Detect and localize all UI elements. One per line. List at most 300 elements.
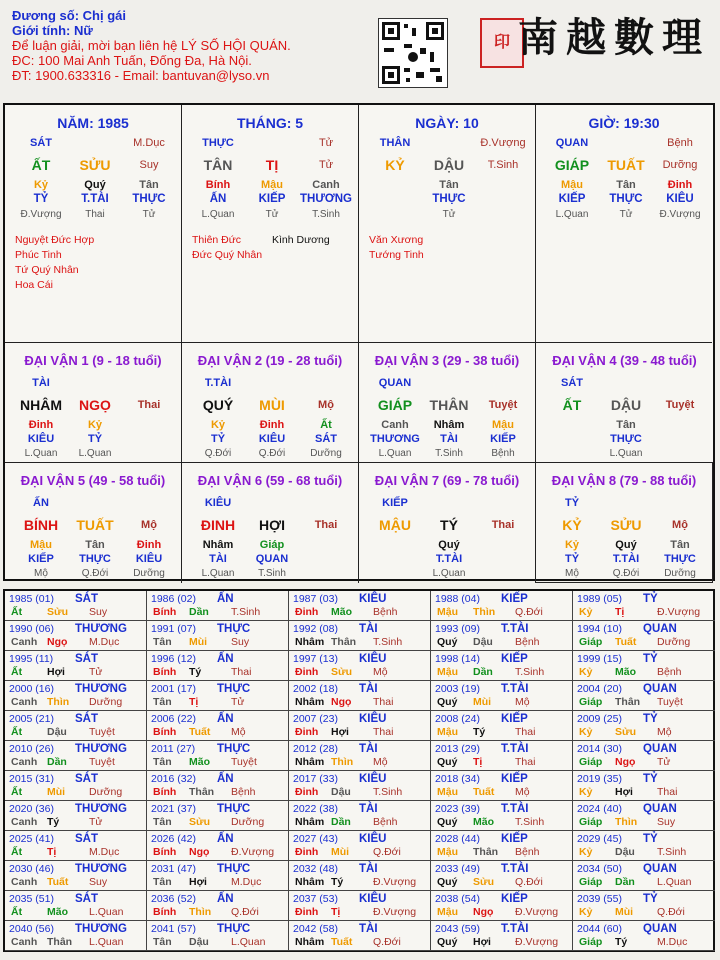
- year-stage: Q.Đới: [231, 906, 259, 918]
- year-stage: Tử: [231, 696, 245, 708]
- hidden-stem: Tân: [139, 179, 159, 191]
- hidden-stem: Đinh: [136, 539, 162, 551]
- year-stage: Mộ: [657, 726, 672, 738]
- contact-line: Để luận giải, mời bạn liên hệ LÝ SỐ HỘI QUÁN.: [12, 38, 291, 53]
- year-branch: Ngọ: [47, 636, 68, 648]
- year-stem: Đinh: [295, 726, 319, 738]
- year-cell: [289, 591, 431, 621]
- year-label: 1989 (05): [577, 593, 622, 605]
- year-cell: [5, 681, 147, 711]
- year-stem: Giáp: [579, 756, 603, 768]
- year-branch: Hợi: [189, 876, 207, 888]
- year-stage: Bệnh: [515, 846, 540, 858]
- main-star: SÁT: [30, 137, 52, 149]
- year-star: QUAN: [643, 863, 677, 875]
- year-stage: T.Sinh: [515, 666, 545, 678]
- life-stage: Tử: [318, 137, 334, 149]
- earthly-branch: SỬU: [79, 157, 111, 173]
- hidden-stem: Đinh: [28, 419, 54, 431]
- heavenly-stem: GIÁP: [377, 397, 413, 413]
- year-branch: Sửu: [189, 816, 211, 828]
- year-stage: Bệnh: [657, 666, 682, 678]
- heavenly-stem: ẤT: [562, 397, 582, 413]
- year-label: 2009 (25): [577, 713, 622, 725]
- year-stem: Ất: [11, 846, 23, 858]
- year-branch: Thìn: [189, 906, 212, 918]
- year-stage: T.Sinh: [373, 786, 403, 798]
- year-branch: Mão: [189, 756, 210, 768]
- year-label: 2003 (19): [435, 683, 480, 695]
- year-label: 2000 (16): [9, 683, 54, 695]
- dai-van-3: [359, 343, 536, 463]
- year-cell: [147, 921, 289, 951]
- year-stage: Mộ: [515, 786, 530, 798]
- year-stem: Giáp: [579, 936, 603, 948]
- owner-value: Chị gái: [82, 8, 127, 23]
- year-cell: [147, 801, 289, 831]
- year-cell: [147, 621, 289, 651]
- year-cell: [5, 801, 147, 831]
- hidden-star: THỰC: [79, 553, 111, 565]
- branch-life-stage: Suy: [139, 159, 159, 171]
- year-cell: [289, 651, 431, 681]
- year-stem: Mậu: [437, 786, 458, 798]
- year-stem: Giáp: [579, 876, 603, 888]
- year-branch: Dậu: [615, 846, 635, 858]
- header-info: [12, 8, 352, 83]
- year-cell: [431, 831, 573, 861]
- year-cell: [5, 861, 147, 891]
- year-cell: [573, 831, 715, 861]
- hidden-stage: L.Quan: [24, 448, 58, 459]
- year-star: TỶ: [643, 653, 658, 665]
- year-label: 1987 (03): [293, 593, 338, 605]
- year-stem: Kỷ: [579, 906, 593, 918]
- hidden-stem: Mậu: [30, 539, 52, 551]
- logo-calligraphy: 南越數理: [518, 14, 710, 61]
- hidden-stage: Q.Đới: [204, 448, 232, 459]
- earthly-branch: HỢI: [259, 517, 285, 533]
- year-stage: Dưỡng: [89, 786, 123, 798]
- hidden-stage: L.Quan: [432, 568, 466, 579]
- life-stage: Bệnh: [667, 137, 693, 149]
- year-stem: Kỷ: [579, 846, 593, 858]
- main-star: KIẾP: [382, 497, 408, 509]
- year-star: SÁT: [75, 593, 98, 605]
- year-branch: Dần: [189, 606, 209, 618]
- year-star: KIÊU: [359, 593, 387, 605]
- branch-life-stage: T.Sinh: [487, 159, 519, 171]
- hidden-stage: Thai: [85, 209, 105, 220]
- earthly-branch: MÙI: [259, 397, 285, 413]
- year-stem: Quý: [437, 696, 458, 708]
- year-stage: Dưỡng: [89, 696, 123, 708]
- heavenly-stem: NHÂM: [20, 397, 62, 413]
- dai-van-5: [5, 463, 182, 583]
- year-stem: Nhâm: [295, 816, 325, 828]
- year-cell: [147, 681, 289, 711]
- hidden-stem: Kỷ: [210, 419, 226, 431]
- year-stem: Mậu: [437, 606, 458, 618]
- main-star: SÁT: [561, 377, 583, 389]
- year-branch: Dần: [615, 876, 635, 888]
- year-cell: [5, 591, 147, 621]
- year-stage: M.Dục: [89, 636, 120, 648]
- year-branch: Mão: [473, 816, 494, 828]
- year-cell: [147, 591, 289, 621]
- year-branch: Thìn: [615, 816, 638, 828]
- hidden-stage: Q.Đới: [258, 448, 286, 459]
- year-stage: Suy: [657, 816, 676, 828]
- year-label: 1993 (09): [435, 623, 480, 635]
- year-stem: Ất: [11, 606, 23, 618]
- year-stem: Canh: [11, 636, 38, 648]
- year-label: 2032 (48): [293, 863, 338, 875]
- year-branch: Mão: [615, 666, 636, 678]
- hidden-stage: L.Quan: [201, 568, 235, 579]
- phone-email-line: ĐT: 1900.633316 - Email: bantuvan@lyso.vn: [12, 68, 270, 83]
- dai-van-title: ĐẠI VẬN 7 (69 - 78 tuổi): [374, 473, 520, 488]
- year-stage: Đ.Vượng: [515, 906, 559, 918]
- year-stage: Mộ: [373, 756, 388, 768]
- year-star: SÁT: [75, 713, 98, 725]
- year-star: ẤN: [217, 653, 234, 665]
- year-cell: [431, 711, 573, 741]
- year-star: THƯƠNG: [75, 683, 127, 695]
- year-stage: Q.Đới: [373, 936, 401, 948]
- year-stage: Q.Đới: [657, 906, 685, 918]
- hidden-stem: Tân: [616, 419, 636, 431]
- year-stage: Bệnh: [373, 816, 398, 828]
- dai-van-8: [536, 463, 713, 583]
- year-label: 2015 (31): [9, 773, 54, 785]
- year-stage: Dưỡng: [231, 816, 265, 828]
- hidden-star: T.TÀI: [81, 193, 109, 205]
- year-star: KIÊU: [359, 713, 387, 725]
- year-star: T.TÀI: [501, 803, 529, 815]
- hidden-star: KIẾP: [258, 193, 286, 205]
- year-label: 2005 (21): [9, 713, 54, 725]
- hidden-stage: T.Sinh: [435, 448, 463, 459]
- year-stage: Đ.Vượng: [373, 876, 417, 888]
- year-cell: [573, 921, 715, 951]
- hidden-stage: L.Quan: [555, 209, 589, 220]
- year-stage: Tử: [657, 756, 671, 768]
- gender-value: Nữ: [73, 23, 93, 38]
- hidden-stage: Đ.Vượng: [20, 209, 62, 220]
- year-cell: [431, 801, 573, 831]
- shensha-note: Tứ Quý Nhân: [15, 264, 79, 276]
- year-branch: Sửu: [47, 606, 69, 618]
- year-stage: Q.Đới: [373, 846, 401, 858]
- year-stem: Canh: [11, 936, 38, 948]
- year-stage: Suy: [89, 606, 108, 618]
- year-stem: Ất: [11, 786, 23, 798]
- shensha-note: Phúc Tinh: [15, 249, 62, 261]
- hidden-star: THỰC: [432, 193, 466, 205]
- year-star: THƯƠNG: [75, 743, 127, 755]
- year-star: KIÊU: [359, 773, 387, 785]
- year-branch: Tị: [473, 756, 483, 768]
- hidden-star: THỰC: [664, 553, 696, 565]
- year-cell: [573, 591, 715, 621]
- year-cell: [147, 831, 289, 861]
- year-stage: Thai: [373, 696, 394, 708]
- year-branch: Hợi: [473, 936, 491, 948]
- hidden-stem: Canh: [381, 419, 409, 431]
- year-star: TÀI: [359, 863, 378, 875]
- year-stage: Thai: [231, 666, 252, 678]
- hidden-star: THỰC: [132, 193, 166, 205]
- year-star: KIÊU: [359, 893, 387, 905]
- year-stem: Quý: [437, 816, 458, 828]
- hidden-stem: Kỷ: [564, 539, 580, 551]
- year-cell: [573, 771, 715, 801]
- year-label: 2040 (56): [9, 923, 54, 935]
- dai-van-title: ĐẠI VẬN 8 (79 - 88 tuổi): [551, 473, 697, 488]
- year-branch: Sửu: [331, 666, 353, 678]
- year-branch: Dậu: [47, 726, 67, 738]
- hidden-stem: Tân: [85, 539, 105, 551]
- year-star: T.TÀI: [501, 743, 529, 755]
- year-branch: Mùi: [47, 786, 66, 798]
- year-branch: Hợi: [331, 726, 349, 738]
- year-star: KIÊU: [359, 833, 387, 845]
- hidden-stem: Đinh: [667, 179, 693, 191]
- dai-van-1: [5, 343, 182, 463]
- branch-life-stage: Thai: [137, 399, 161, 411]
- dai-van-title: ĐẠI VẬN 5 (49 - 58 tuổi): [20, 473, 166, 488]
- year-stage: Thai: [373, 726, 394, 738]
- year-star: THỰC: [217, 863, 251, 875]
- year-stage: Bệnh: [515, 636, 540, 648]
- year-branch: Thân: [331, 636, 357, 648]
- year-branch: Mão: [47, 906, 68, 918]
- hidden-star: THƯƠNG: [370, 433, 420, 445]
- year-stage: Tuyệt: [89, 726, 115, 738]
- year-stage: Bệnh: [373, 606, 398, 618]
- year-label: 2008 (24): [435, 713, 480, 725]
- year-stem: Bính: [153, 606, 177, 618]
- year-stage: Đ.Vượng: [373, 906, 417, 918]
- year-stem: Tân: [153, 816, 172, 828]
- heavenly-stem: MẬU: [379, 517, 411, 533]
- hidden-stage: Q.Đới: [612, 568, 640, 579]
- year-star: KIẾP: [501, 833, 528, 845]
- year-branch: Dần: [47, 756, 67, 768]
- year-stem: Đinh: [295, 846, 319, 858]
- hidden-stem: Kỷ: [87, 419, 103, 431]
- year-star: QUAN: [643, 743, 677, 755]
- year-label: 1992 (08): [293, 623, 338, 635]
- year-label: 1985 (01): [9, 593, 54, 605]
- year-label: 2010 (26): [9, 743, 54, 755]
- shensha-note: Văn Xương: [369, 234, 424, 246]
- hidden-stage: Tử: [142, 209, 156, 220]
- year-stage: Tử: [89, 816, 103, 828]
- year-star: THỰC: [217, 743, 251, 755]
- year-stem: Bính: [153, 906, 177, 918]
- year-stem: Nhâm: [295, 696, 325, 708]
- hidden-stem: Mậu: [561, 179, 583, 191]
- year-stem: Đinh: [295, 666, 319, 678]
- hidden-star: KIẾP: [490, 433, 516, 445]
- year-star: ẤN: [217, 833, 234, 845]
- shensha-note: Kình Dương: [272, 234, 330, 246]
- hidden-star: QUAN: [255, 553, 289, 565]
- qr-code-icon: [378, 18, 448, 88]
- pillar-title: NGÀY: 10: [415, 115, 479, 131]
- dai-van-6: [182, 463, 359, 583]
- year-stem: Giáp: [579, 816, 603, 828]
- life-stage: M.Dục: [133, 137, 165, 149]
- hidden-stage: L.Quan: [201, 209, 235, 220]
- year-star: TÀI: [359, 923, 378, 935]
- shensha-note: Đức Quý Nhân: [192, 249, 263, 261]
- year-branch: Thìn: [331, 756, 354, 768]
- year-star: T.TÀI: [501, 923, 529, 935]
- year-branch: Thân: [615, 696, 641, 708]
- dai-van-7: [359, 463, 536, 583]
- year-branch: Ngọ: [473, 906, 494, 918]
- year-branch: Tuất: [473, 786, 495, 798]
- year-branch: Thìn: [47, 696, 70, 708]
- year-label: 2025 (41): [9, 833, 54, 845]
- branch-life-stage: Dưỡng: [662, 159, 698, 171]
- main-star: THỰC: [202, 137, 234, 149]
- branch-life-stage: Mộ: [672, 519, 688, 531]
- year-stem: Tân: [153, 636, 172, 648]
- branch-life-stage: Mộ: [318, 399, 334, 411]
- year-stage: M.Dục: [657, 936, 688, 948]
- year-cell: [431, 921, 573, 951]
- year-stage: Q.Đới: [515, 606, 543, 618]
- year-label: 2027 (43): [293, 833, 338, 845]
- bazi-chart: [3, 103, 715, 581]
- earthly-branch: SỬU: [610, 517, 642, 533]
- year-star: THƯƠNG: [75, 803, 127, 815]
- branch-life-stage: Tuyệt: [665, 399, 695, 411]
- year-star: THỰC: [217, 923, 251, 935]
- year-stem: Giáp: [579, 636, 603, 648]
- year-stage: Mộ: [373, 666, 388, 678]
- year-stage: Tuyệt: [231, 756, 257, 768]
- year-stem: Mậu: [437, 906, 458, 918]
- hidden-star: KIÊU: [27, 433, 55, 445]
- dai-van-title: ĐẠI VẬN 4 (39 - 48 tuổi): [552, 353, 697, 368]
- hidden-stage: Đ.Vượng: [659, 209, 701, 220]
- year-label: 1995 (11): [9, 653, 54, 665]
- year-star: ẤN: [217, 893, 234, 905]
- hidden-stem: Quý: [438, 539, 460, 551]
- hidden-star: SÁT: [315, 433, 337, 445]
- shensha-note: Hoa Cái: [15, 279, 53, 291]
- seal-stamp: 印: [480, 18, 524, 68]
- year-star: SÁT: [75, 833, 98, 845]
- year-label: 1988 (04): [435, 593, 480, 605]
- year-star: QUAN: [643, 683, 677, 695]
- year-stem: Quý: [437, 636, 458, 648]
- shensha-note: Nguyệt Đức Hợp: [15, 234, 95, 246]
- year-star: THƯƠNG: [75, 923, 127, 935]
- year-stem: Đinh: [295, 606, 319, 618]
- hidden-stage: Dưỡng: [664, 568, 696, 579]
- hidden-stem: Bính: [205, 179, 231, 191]
- hidden-star: ẤN: [209, 193, 227, 205]
- hidden-star: KIẾP: [558, 193, 586, 205]
- earthly-branch: DẬU: [433, 157, 465, 173]
- year-cell: [289, 831, 431, 861]
- year-stem: Tân: [153, 936, 172, 948]
- hidden-stem: Quý: [615, 539, 637, 551]
- year-stem: Đinh: [295, 786, 319, 798]
- hidden-stage: Dưỡng: [133, 568, 165, 579]
- year-cell: [573, 681, 715, 711]
- year-cell: [147, 711, 289, 741]
- year-cell: [289, 801, 431, 831]
- year-branch: Mùi: [331, 846, 350, 858]
- year-cell: [289, 771, 431, 801]
- year-stem: Tân: [153, 876, 172, 888]
- main-star: THÂN: [379, 137, 411, 149]
- year-cell: [289, 891, 431, 921]
- year-branch: Tý: [189, 666, 202, 678]
- hidden-star: T.TÀI: [612, 553, 640, 565]
- main-star: QUAN: [378, 377, 412, 389]
- year-label: 2037 (53): [293, 893, 338, 905]
- main-star: T.TÀI: [204, 377, 232, 389]
- year-label: 2033 (49): [435, 863, 480, 875]
- year-label: 2014 (30): [577, 743, 622, 755]
- year-stage: L.Quan: [89, 906, 124, 918]
- year-stem: Đinh: [295, 906, 319, 918]
- year-star: TỶ: [643, 593, 658, 605]
- year-star: TÀI: [359, 623, 378, 635]
- year-cell: [289, 681, 431, 711]
- year-branch: Dậu: [473, 636, 493, 648]
- year-cell: [5, 711, 147, 741]
- year-label: 2030 (46): [9, 863, 54, 875]
- year-branch: Sửu: [473, 876, 495, 888]
- year-label: 2019 (35): [577, 773, 622, 785]
- shensha-note: Thiên Đức: [192, 234, 242, 246]
- year-stem: Kỷ: [579, 726, 593, 738]
- year-stage: Dưỡng: [657, 636, 691, 648]
- heavenly-stem: ĐINH: [200, 517, 236, 533]
- year-stage: Thai: [515, 726, 536, 738]
- year-branch: Ngọ: [189, 846, 210, 858]
- hidden-stage: L.Quan: [78, 448, 112, 459]
- year-cell: [289, 921, 431, 951]
- year-label: 2043 (59): [435, 923, 480, 935]
- dai-van-title: ĐẠI VẬN 6 (59 - 68 tuổi): [197, 473, 343, 488]
- year-stem: Ất: [11, 726, 23, 738]
- year-label: 2013 (29): [435, 743, 480, 755]
- owner-label: Đương số:: [12, 8, 80, 23]
- year-branch: Tuất: [47, 876, 69, 888]
- hidden-stage: L.Quan: [609, 448, 643, 459]
- year-stem: Canh: [11, 876, 38, 888]
- year-stage: Đ.Vượng: [657, 606, 701, 618]
- year-stage: Thai: [657, 786, 678, 798]
- earthly-branch: TÝ: [440, 517, 458, 533]
- year-stage: T.Sinh: [515, 816, 545, 828]
- year-branch: Dậu: [331, 786, 351, 798]
- earthly-branch: DẬU: [610, 397, 642, 413]
- year-branch: Tý: [47, 816, 60, 828]
- year-branch: Dần: [331, 816, 351, 828]
- year-branch: Mùi: [473, 696, 492, 708]
